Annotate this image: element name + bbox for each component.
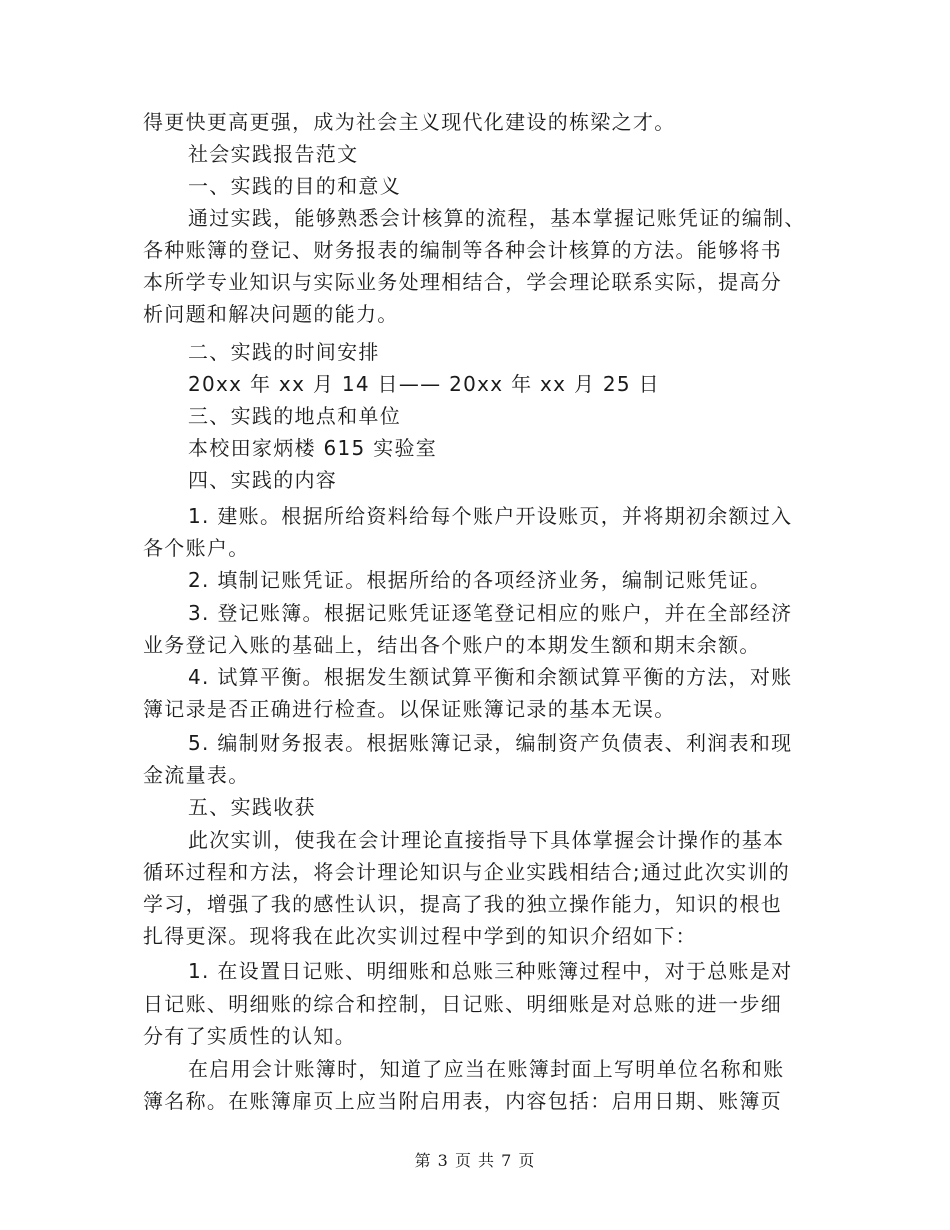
body-line: 分有了实质性的认知。 (143, 1024, 356, 1048)
body-line: 本所学专业知识与实际业务处理相结合，学会理论联系实际，提高分 (143, 270, 782, 294)
section-heading: 一、实践的目的和意义 (188, 174, 401, 198)
section-title: 社会实践报告范文 (188, 142, 359, 166)
body-line: 此次实训，使我在会计理论直接指导下具体掌握会计操作的基本 (188, 828, 785, 852)
body-line: 得更快更高更强，成为社会主义现代化建设的栋梁之才。 (143, 110, 676, 134)
body-line: 20xx 年 xx 月 14 日—— 20xx 年 xx 月 25 日 (188, 372, 660, 396)
body-line: 扎得更深。现将我在此次实训过程中学到的知识介绍如下： (143, 924, 697, 948)
section-heading: 四、实践的内容 (188, 468, 338, 492)
section-heading: 二、实践的时间安排 (188, 340, 380, 364)
section-heading: 五、实践收获 (188, 795, 316, 819)
section-heading: 三、实践的地点和单位 (188, 404, 401, 428)
page-number-footer: 第 3 页 共 7 页 (414, 1151, 536, 1170)
body-line: 析问题和解决问题的能力。 (143, 302, 399, 326)
body-line: 3. 登记账簿。根据记账凭证逐笔登记相应的账户，并在全部经济 (188, 601, 793, 625)
body-line: 业务登记入账的基础上，结出各个账户的本期发生额和期末余额。 (143, 633, 761, 657)
body-line: 通过实践，能够熟悉会计核算的流程，基本掌握记账凭证的编制、 (188, 206, 806, 230)
body-line: 循环过程和方法，将会计理论知识与企业实践相结合;通过此次实训的 (143, 860, 791, 884)
body-line: 簿名称。在账簿扉页上应当附启用表，内容包括：启用日期、账簿页 (143, 1089, 782, 1113)
body-line: 4. 试算平衡。根据发生额试算平衡和余额试算平衡的方法，对账 (188, 665, 793, 689)
body-line: 各种账簿的登记、财务报表的编制等各种会计核算的方法。能够将书 (143, 238, 782, 262)
body-line: 1. 建账。根据所给资料给每个账户开设账页，并将期初余额过入 (188, 504, 793, 528)
body-line: 学习，增强了我的感性认识，提高了我的独立操作能力，知识的根也 (143, 892, 782, 916)
body-line: 日记账、明细账的综合和控制，日记账、明细账是对总账的进一步细 (143, 992, 782, 1016)
body-line: 5. 编制财务报表。根据账簿记录，编制资产负债表、利润表和现 (188, 731, 793, 755)
body-line: 各个账户。 (143, 536, 250, 560)
body-line: 在启用会计账簿时，知道了应当在账簿封面上写明单位名称和账 (188, 1057, 785, 1081)
body-line: 1. 在设置日记账、明细账和总账三种账簿过程中，对于总账是对 (188, 959, 793, 983)
body-line: 2. 填制记账凭证。根据所给的各项经济业务，编制记账凭证。 (188, 568, 772, 592)
body-line: 本校田家炳楼 615 实验室 (188, 436, 438, 460)
body-line: 金流量表。 (143, 763, 250, 787)
body-line: 簿记录是否正确进行检查。以保证账簿记录的基本无误。 (143, 697, 676, 721)
